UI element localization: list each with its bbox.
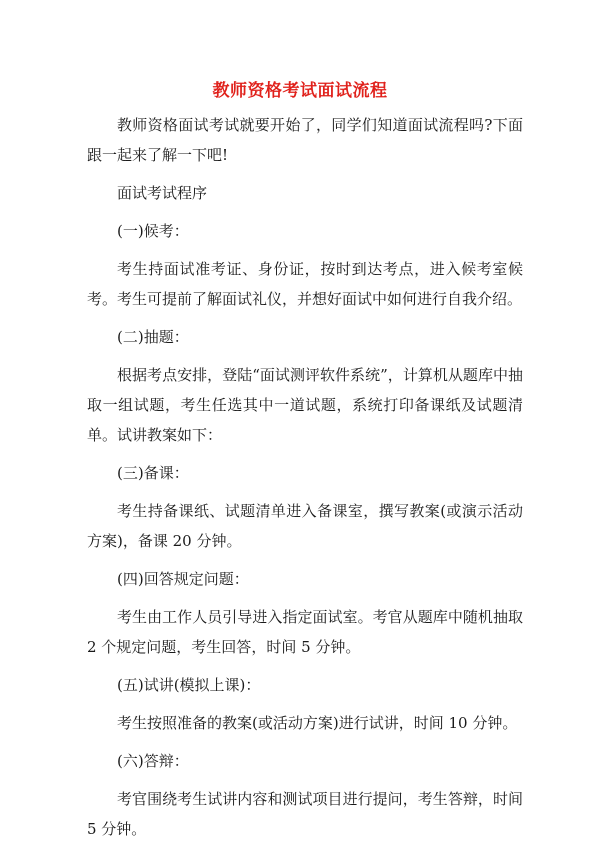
step-body: 考生由工作人员引导进入指定面试室。考官从题库中随机抽取 2 个规定问题，考生回答，时间 5 分钟。 — [87, 608, 523, 656]
document-body — [87, 110, 523, 852]
document-title: 教师资格考试面试流程 — [212, 81, 388, 101]
step-body: 考生按照准备的教案(或活动方案)进行试讲，时间 10 分钟。 — [117, 714, 518, 732]
step-body: 考生持面试准考证、身份证，按时到达考点，进入候考室候考。考生可提前了解面试礼仪，并想好面试中如何进行自我介绍。 — [87, 260, 523, 308]
step-heading: (一)候考： — [117, 222, 189, 240]
step-body: 考官围绕考生试讲内容和测试项目进行提问，考生答辩，时间 5 分钟。 — [87, 790, 523, 838]
section-title: 面试考试程序 — [117, 184, 208, 202]
step-heading: (五)试讲(模拟上课)： — [117, 676, 261, 694]
step-body: 根据考点安排，登陆“面试测评软件系统”，计算机从题库中抽取一组试题，考生任选其中一道试题，系统打印备课纸及试题清单。试讲教案如下： — [87, 366, 523, 444]
step-heading: (六)答辩： — [117, 752, 189, 770]
step-heading: (四)回答规定问题： — [117, 570, 249, 588]
intro-paragraph: 教师资格面试考试就要开始了，同学们知道面试流程吗?下面跟一起来了解一下吧! — [87, 116, 523, 164]
step-heading: (三)备课： — [117, 464, 189, 482]
step-body: 考生持备课纸、试题清单进入备课室，撰写教案(或演示活动方案)，备课 20 分钟。 — [87, 502, 523, 550]
step-heading: (二)抽题： — [117, 328, 189, 346]
